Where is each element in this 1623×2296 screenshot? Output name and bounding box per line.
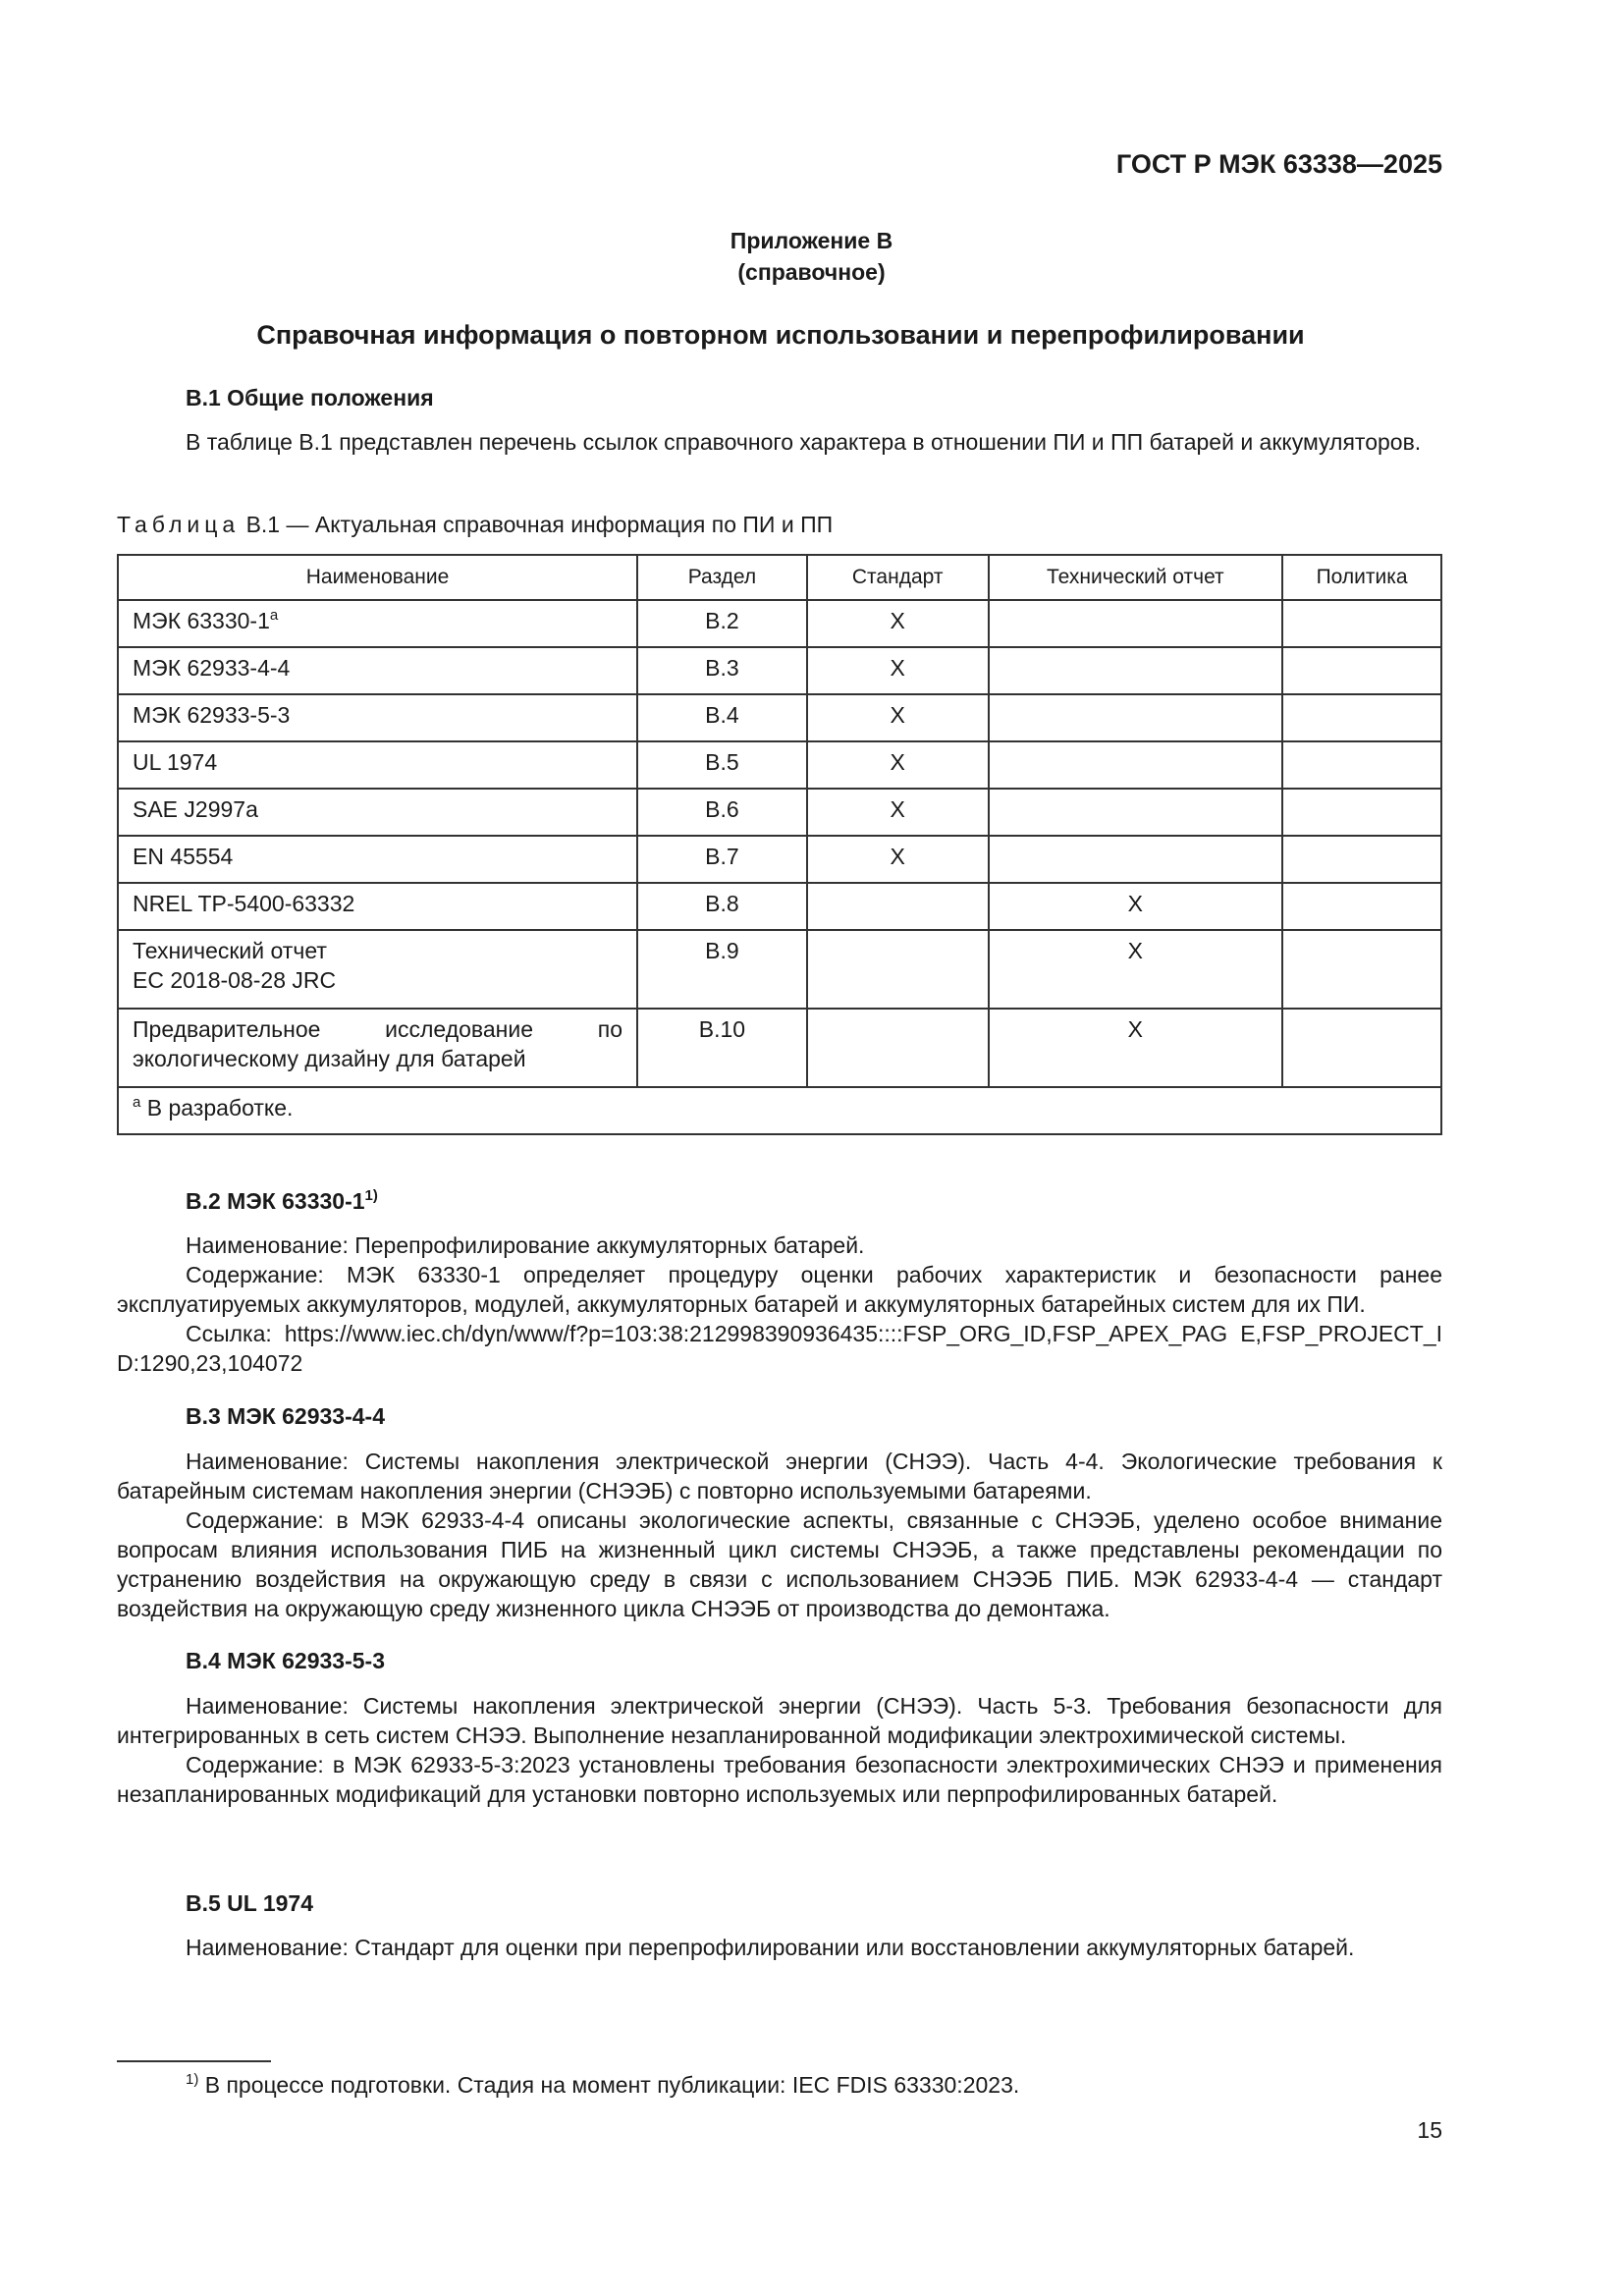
section-b4-content: Содержание: в МЭК 62933-5-3:2023 установлены требования безопасности электрохимических СНЭЭ и применения незапланированных модификаций для установки повторно используемых или перпрофилированных батарей. bbox=[117, 1752, 1442, 1807]
header-policy: Политика bbox=[1282, 555, 1441, 600]
section-b1-paragraph bbox=[117, 427, 1442, 457]
cell-standard: X bbox=[807, 647, 989, 694]
table-row bbox=[118, 647, 1441, 694]
cell-name: UL 1974 bbox=[118, 741, 637, 789]
cell-name bbox=[118, 600, 637, 647]
table-row bbox=[118, 836, 1441, 883]
header-standard: Стандарт bbox=[807, 555, 989, 600]
cell-report: X bbox=[989, 930, 1283, 1009]
cell-report: X bbox=[989, 883, 1283, 930]
section-b5-body bbox=[117, 1933, 1442, 1962]
cell-section: В.6 bbox=[637, 789, 807, 836]
cell-report bbox=[989, 694, 1283, 741]
cell-report bbox=[989, 836, 1283, 883]
appendix-title: Приложение В bbox=[730, 228, 893, 253]
header-report: Технический отчет bbox=[989, 555, 1283, 600]
cell-name: SAE J2997a bbox=[118, 789, 637, 836]
table-footnote-mark: a bbox=[133, 1094, 141, 1111]
cell-report bbox=[989, 647, 1283, 694]
cell-section: В.10 bbox=[637, 1009, 807, 1087]
cell-report: X bbox=[989, 1009, 1283, 1087]
cell-section: В.3 bbox=[637, 647, 807, 694]
cell-policy bbox=[1282, 883, 1441, 930]
section-b3-content: Содержание: в МЭК 62933-4-4 описаны экологические аспекты, связанные с СНЭЭБ, уделено особое внимание вопросам влияния использования ПИБ на жизненный цикл системы СНЭЭБ, а также представлены рекомендации по устранению воздействия на окружающую среду в связи с использованием СНЭЭБ ПИБ. МЭК 62933-4-4 — стандарт воздействия на окружающую среду жизненного цикла СНЭЭБ от производства до демонтажа. bbox=[117, 1507, 1442, 1621]
footnote-divider bbox=[117, 2060, 271, 2062]
cell-standard: X bbox=[807, 694, 989, 741]
cell-section: В.5 bbox=[637, 741, 807, 789]
section-b2-link: Ссылка: https://www.iec.ch/dyn/www/f?p=103:38:212998390936435::::FSP_ORG_ID,FSP_APEX_PAG E,FSP_PROJECT_ID:1290,23,104072 bbox=[117, 1321, 1442, 1376]
table-row bbox=[118, 694, 1441, 741]
section-b2-body bbox=[117, 1230, 1442, 1378]
cell-report bbox=[989, 600, 1283, 647]
cell-policy bbox=[1282, 930, 1441, 1009]
cell-name bbox=[118, 930, 637, 1009]
cell-policy bbox=[1282, 1009, 1441, 1087]
cell-standard: X bbox=[807, 741, 989, 789]
table-row bbox=[118, 600, 1441, 647]
cell-report bbox=[989, 789, 1283, 836]
section-b4-heading: В.4 МЭК 62933-5-3 bbox=[186, 1648, 385, 1673]
section-b1-text: В таблице В.1 представлен перечень ссылок справочного характера в отношении ПИ и ПП батарей и аккумуляторов. bbox=[186, 429, 1422, 455]
section-b4-body bbox=[117, 1691, 1442, 1809]
cell-standard bbox=[807, 1009, 989, 1087]
table-row bbox=[118, 930, 1441, 1009]
section-b3-heading: В.3 МЭК 62933-4-4 bbox=[186, 1403, 385, 1429]
table-caption-text: В.1 — Актуальная справочная информация по ПИ и ПП bbox=[240, 512, 834, 537]
section-b5-heading: В.5 UL 1974 bbox=[186, 1890, 313, 1916]
cell-name-line: EC 2018-08-28 JRC bbox=[133, 967, 337, 993]
cell-name: МЭК 62933-4-4 bbox=[118, 647, 637, 694]
cell-standard: X bbox=[807, 836, 989, 883]
cell-name-line: Технический отчет bbox=[133, 938, 327, 963]
cell-name: Предварительное исследование по экологическому дизайну для батарей bbox=[118, 1009, 637, 1087]
table-footnote-text: В разработке. bbox=[140, 1095, 294, 1121]
table-header-row bbox=[118, 555, 1441, 600]
cell-name-text: МЭК 63330-1 bbox=[133, 608, 270, 633]
cell-section: В.4 bbox=[637, 694, 807, 741]
table-row bbox=[118, 883, 1441, 930]
section-b3-body bbox=[117, 1447, 1442, 1623]
section-b5-name: Наименование: Стандарт для оценки при перепрофилировании или восстановлении аккумуляторных батарей. bbox=[186, 1935, 1355, 1960]
cell-name: МЭК 62933-5-3 bbox=[118, 694, 637, 741]
cell-section: В.2 bbox=[637, 600, 807, 647]
header-section: Раздел bbox=[637, 555, 807, 600]
section-b2-footnote-mark: 1) bbox=[364, 1187, 378, 1204]
cell-standard: X bbox=[807, 789, 989, 836]
reference-table bbox=[117, 554, 1442, 1135]
section-b2-heading bbox=[186, 1188, 378, 1215]
section-b3-name: Наименование: Системы накопления электрической энергии (СНЭЭ). Часть 4-4. Экологические требования к батарейным системам накопления энергии (СНЭЭБ) с повторно используемыми батареями. bbox=[117, 1449, 1442, 1503]
section-b1-heading: В.1 Общие положения bbox=[186, 385, 434, 410]
table-row bbox=[118, 741, 1441, 789]
header-name: Наименование bbox=[118, 555, 637, 600]
cell-standard bbox=[807, 883, 989, 930]
page-number: 15 bbox=[1417, 2117, 1442, 2143]
cell-policy bbox=[1282, 741, 1441, 789]
page-footnote-mark: 1) bbox=[186, 2071, 199, 2088]
cell-policy bbox=[1282, 789, 1441, 836]
cell-standard: X bbox=[807, 600, 989, 647]
table-caption-word: Таблица bbox=[117, 512, 241, 537]
table-row bbox=[118, 1009, 1441, 1087]
page-footnote bbox=[186, 2072, 1019, 2099]
table-footnote-row bbox=[118, 1087, 1441, 1134]
cell-section: В.9 bbox=[637, 930, 807, 1009]
cell-policy bbox=[1282, 600, 1441, 647]
cell-section: В.7 bbox=[637, 836, 807, 883]
cell-report bbox=[989, 741, 1283, 789]
table-footnote bbox=[118, 1087, 1441, 1134]
cell-policy bbox=[1282, 694, 1441, 741]
standard-code: ГОСТ Р МЭК 63338—2025 bbox=[1115, 149, 1442, 179]
page-footnote-text: В процессе подготовки. Стадия на момент публикации: IEC FDIS 63330:2023. bbox=[198, 2072, 1020, 2098]
cell-standard bbox=[807, 930, 989, 1009]
table-row bbox=[118, 789, 1441, 836]
section-b2-content: Содержание: МЭК 63330-1 определяет процедуру оценки рабочих характеристик и безопасности ранее эксплуатируемых аккумуляторов, модулей, аккумуляторных батарей и аккумуляторных батарейных систем для их ПИ. bbox=[117, 1262, 1442, 1317]
cell-name-footnote-mark: a bbox=[269, 607, 279, 624]
cell-section: В.8 bbox=[637, 883, 807, 930]
cell-name: EN 45554 bbox=[118, 836, 637, 883]
cell-name: NREL TP-5400-63332 bbox=[118, 883, 637, 930]
appendix-subtitle: (справочное) bbox=[737, 259, 886, 285]
section-b2-heading-text: В.2 МЭК 63330-1 bbox=[186, 1188, 365, 1214]
appendix-main-title: Справочная информация о повторном использовании и перепрофилировании bbox=[256, 320, 1305, 350]
cell-policy bbox=[1282, 836, 1441, 883]
section-b2-name: Наименование: Перепрофилирование аккумуляторных батарей. bbox=[186, 1232, 865, 1258]
cell-policy bbox=[1282, 647, 1441, 694]
table-caption bbox=[117, 512, 833, 538]
section-b4-name: Наименование: Системы накопления электрической энергии (СНЭЭ). Часть 5-3. Требования безопасности для интегрированных в сеть систем СНЭЭ. Выполнение незапланированной модификации электрохимической системы. bbox=[117, 1693, 1442, 1748]
